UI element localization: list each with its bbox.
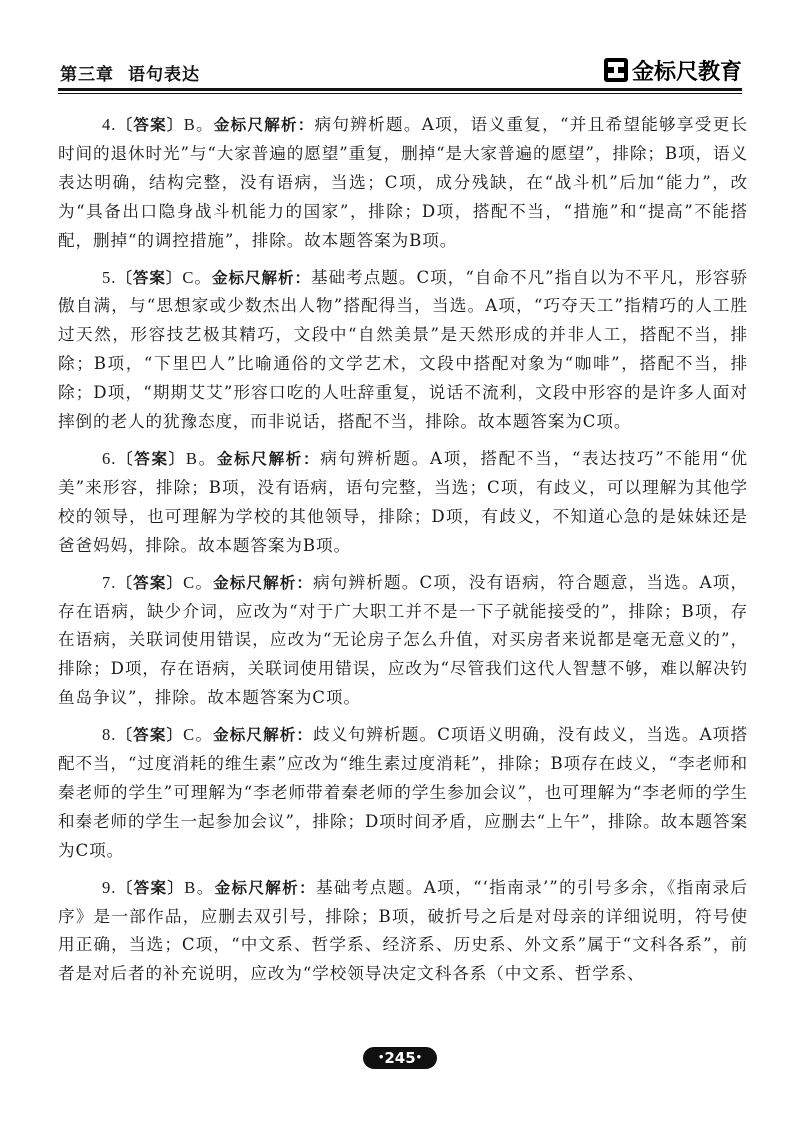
brand-emblem-icon (603, 57, 629, 83)
brand-name: 金标尺教育 (631, 59, 742, 85)
page-header (58, 54, 742, 90)
question-7: 7.〔答案〕C。金标尺解析：病句辨析题。C项，没有语病，符合题意，当选。A项，存在语病，缺少介词，应改为“对于广大职工并不是一下子就能接受的”，排除；B项，存在语病，关联词使用错误，应改为“无论房子怎么升值，对买房者来说都是毫无意义的”，排除；D项，存在语病，关联词使用错误，应改为“尽管我们这代人智慧不够，难以解决钓鱼岛争议”，排除。故本题答案为C项。 (58, 572, 748, 708)
question-9: 9.〔答案〕B。金标尺解析：基础考点题。A项，“‘指南录’”的引号多余，《指南录后序》是一部作品，应删去双引号，排除；B项，破折号之后是对母亲的详细说明，符号使用正确，当选；C项，“中文系、哲学系、经济系、历史系、外文系”属于“文科各系”，前者是对后者的补充说明，应改为“学校领导决定文科各系（中文系、哲学系、 (58, 877, 748, 984)
question-4: 4.〔答案〕B。金标尺解析：病句辨析题。A项，语义重复，“并且希望能够享受更长时间的退休时光”与“大家普遍的愿望”重复，删掉“是大家普遍的愿望”，排除；B项，语义表达明确，结构完整，没有语病，当选；C项，成分残缺，在“战斗机”后加“能力”，改为“具备出口隐身战斗机能力的国家”，排除；D项，搭配不当，“措施”和“提高”不能搭配，删掉“的调控措施”，排除。故本题答案为B项。 (58, 115, 749, 250)
brand-logo (603, 56, 742, 84)
question-8: 8.〔答案〕C。金标尺解析：歧义句辨析题。C项语义明确，没有歧义，当选。A项搭配不当，“过度消耗的维生素”应改为“维生素过度消耗”，排除；B项存在歧义，“李老师和秦老师的学生”可理解为“李老师带着秦老师的学生参加会议”，也可理解为“李老师的学生和秦老师的学生一起参加会议”，排除；D项时间矛盾，应删去“上午”，排除。故本题答案为C项。 (58, 725, 748, 860)
question-6: 6.〔答案〕B。金标尺解析：病句辨析题。A项，搭配不当，“表达技巧”不能用“优美”来形容，排除；B项，没有语病，语句完整，当选；C项，有歧义，可以理解为其他学校的领导，也可理解为学校的其他领导，排除；D项，有歧义，不知道心急的是妹妹还是爸爸妈妈，排除。故本题答案为B项。 (58, 448, 748, 555)
bullet-icon: • (377, 1052, 385, 1064)
page-number: •245• (363, 1047, 437, 1069)
question-5: 5.〔答案〕C。金标尺解析：基础考点题。C项，“自命不凡”指自以为不平凡，形容骄傲自满，与“思想家或少数杰出人物”搭配得当，当选。A项，“巧夺天工”指精巧的人工胜过天然，形容技艺极其精巧，文段中“自然美景”是天然形成的并非人工，搭配不当，排除；B项，“下里巴人”比喻通俗的文学艺术，文段中搭配对象为“咖啡”，搭配不当，排除；D项，“期期艾艾”形容口吃的人吐辞重复，说话不流利，文段中形容的是许多人面对摔倒的老人的犹豫态度，而非说话，搭配不当，排除。故本题答案为C项。 (58, 267, 749, 432)
header-rule-thick (58, 88, 742, 91)
answer-explanations (58, 111, 748, 997)
bullet-icon: • (415, 1052, 423, 1064)
chapter-title (60, 60, 200, 85)
chapter-number: 第三章 (60, 65, 114, 85)
section-title: 语句表达 (128, 65, 200, 85)
header-rule-thin (58, 93, 742, 94)
